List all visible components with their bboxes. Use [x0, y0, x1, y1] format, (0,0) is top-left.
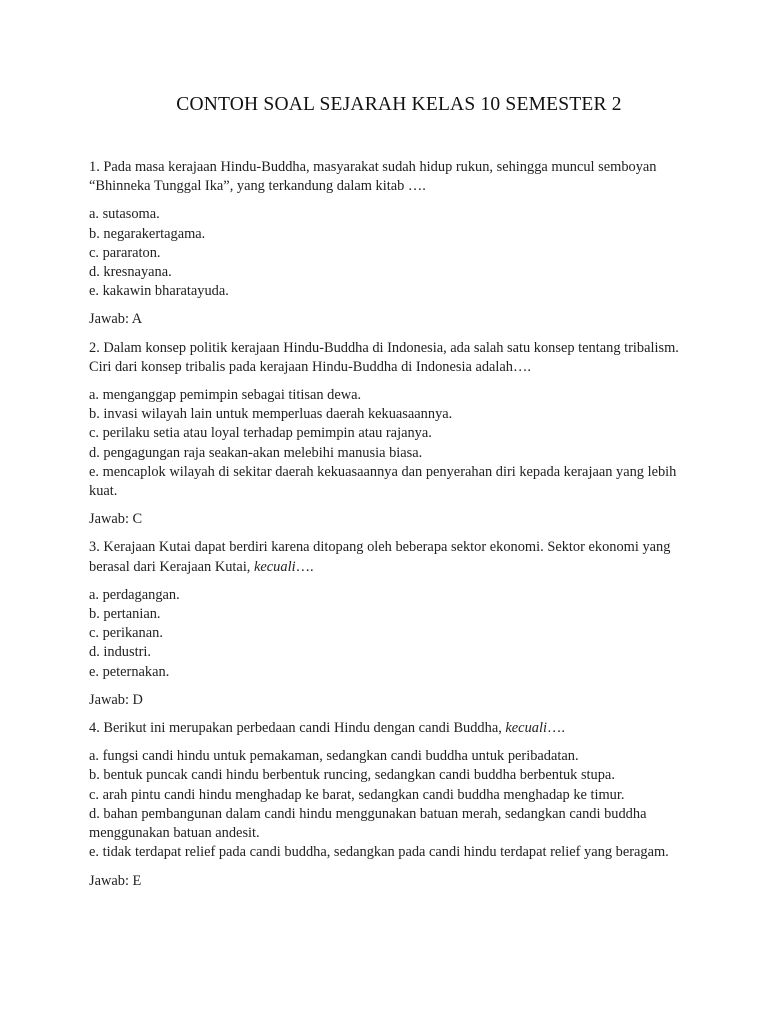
question-2 — [89, 339, 689, 530]
question-text: 1. Pada masa kerajaan Hindu-Buddha, masyarakat sudah hidup rukun, sehingga muncul semboyan “Bhinneka Tunggal Ika”, yang terkandung dalam kitab …. — [89, 159, 657, 195]
option-c: c. perilaku setia atau loyal terhadap pemimpin atau rajanya. — [89, 425, 432, 442]
option-a: a. perdagangan. — [89, 586, 180, 603]
option-e: e. kakawin bharatayuda. — [89, 283, 229, 300]
question-4 — [89, 719, 689, 891]
option-b: b. bentuk puncak candi hindu berbentuk runcing, sedangkan candi buddha berbentuk stupa. — [89, 767, 615, 784]
question-3 — [89, 538, 689, 710]
answer-key: Jawab: D — [89, 691, 143, 708]
question-text-main: 3. Kerajaan Kutai dapat berdiri karena ditopang oleh beberapa sektor ekonomi. Sektor ekonomi yang berasal dari Kerajaan Kutai, — [89, 539, 671, 575]
answer-options — [89, 747, 689, 862]
answer-options — [89, 205, 689, 301]
answer-key: Jawab: C — [89, 511, 143, 528]
option-c: c. perikanan. — [89, 625, 163, 642]
option-e: e. peternakan. — [89, 663, 170, 680]
option-a: a. menganggap pemimpin sebagai titisan dewa. — [89, 387, 362, 404]
answer-options — [89, 386, 689, 501]
question-text-ellipsis: …. — [546, 720, 565, 737]
question-1 — [89, 158, 689, 330]
question-text-emphasis: kecuali — [505, 720, 547, 737]
option-b: b. pertanian. — [89, 606, 161, 623]
document-title: CONTOH SOAL SEJARAH KELAS 10 SEMESTER 2 — [176, 94, 622, 115]
option-e: e. tidak terdapat relief pada candi buddha, sedangkan pada candi hindu terdapat relief yang beragam. — [89, 844, 669, 861]
answer-key: Jawab: E — [89, 872, 142, 889]
option-b: b. negarakertagama. — [89, 225, 206, 242]
option-c: c. pararaton. — [89, 244, 161, 261]
option-a: a. fungsi candi hindu untuk pemakaman, sedangkan candi buddha untuk peribadatan. — [89, 748, 579, 765]
question-text-emphasis: kecuali — [254, 558, 296, 575]
question-text-main: 4. Berikut ini merupakan perbedaan candi Hindu dengan candi Buddha, — [89, 720, 506, 737]
question-text: 2. Dalam konsep politik kerajaan Hindu-Buddha di Indonesia, ada salah satu konsep tentang tribalism. Ciri dari konsep tribalis pada kerajaan Hindu-Buddha di Indonesia adalah…. — [89, 339, 679, 375]
answer-key: Jawab: A — [89, 311, 143, 328]
answer-options — [89, 586, 689, 682]
question-text-ellipsis: …. — [295, 558, 314, 575]
option-d: d. industri. — [89, 644, 151, 661]
question-text — [89, 538, 689, 576]
question-text — [89, 719, 689, 738]
option-c: c. arah pintu candi hindu menghadap ke barat, sedangkan candi buddha menghadap ke timur. — [89, 786, 625, 803]
option-b: b. invasi wilayah lain untuk memperluas daerah kekuasaannya. — [89, 406, 453, 423]
document-body — [89, 158, 689, 900]
option-a: a. sutasoma. — [89, 206, 160, 223]
option-d: d. kresnayana. — [89, 264, 172, 281]
option-e: e. mencaplok wilayah di sekitar daerah kekuasaannya dan penyerahan diri kepada kerajaan yang lebih kuat. — [89, 463, 677, 500]
option-d: d. bahan pembangunan dalam candi hindu menggunakan batuan merah, sedangkan candi buddha menggunakan batuan andesit. — [89, 805, 647, 842]
option-d: d. pengagungan raja seakan-akan melebihi manusia biasa. — [89, 444, 423, 461]
